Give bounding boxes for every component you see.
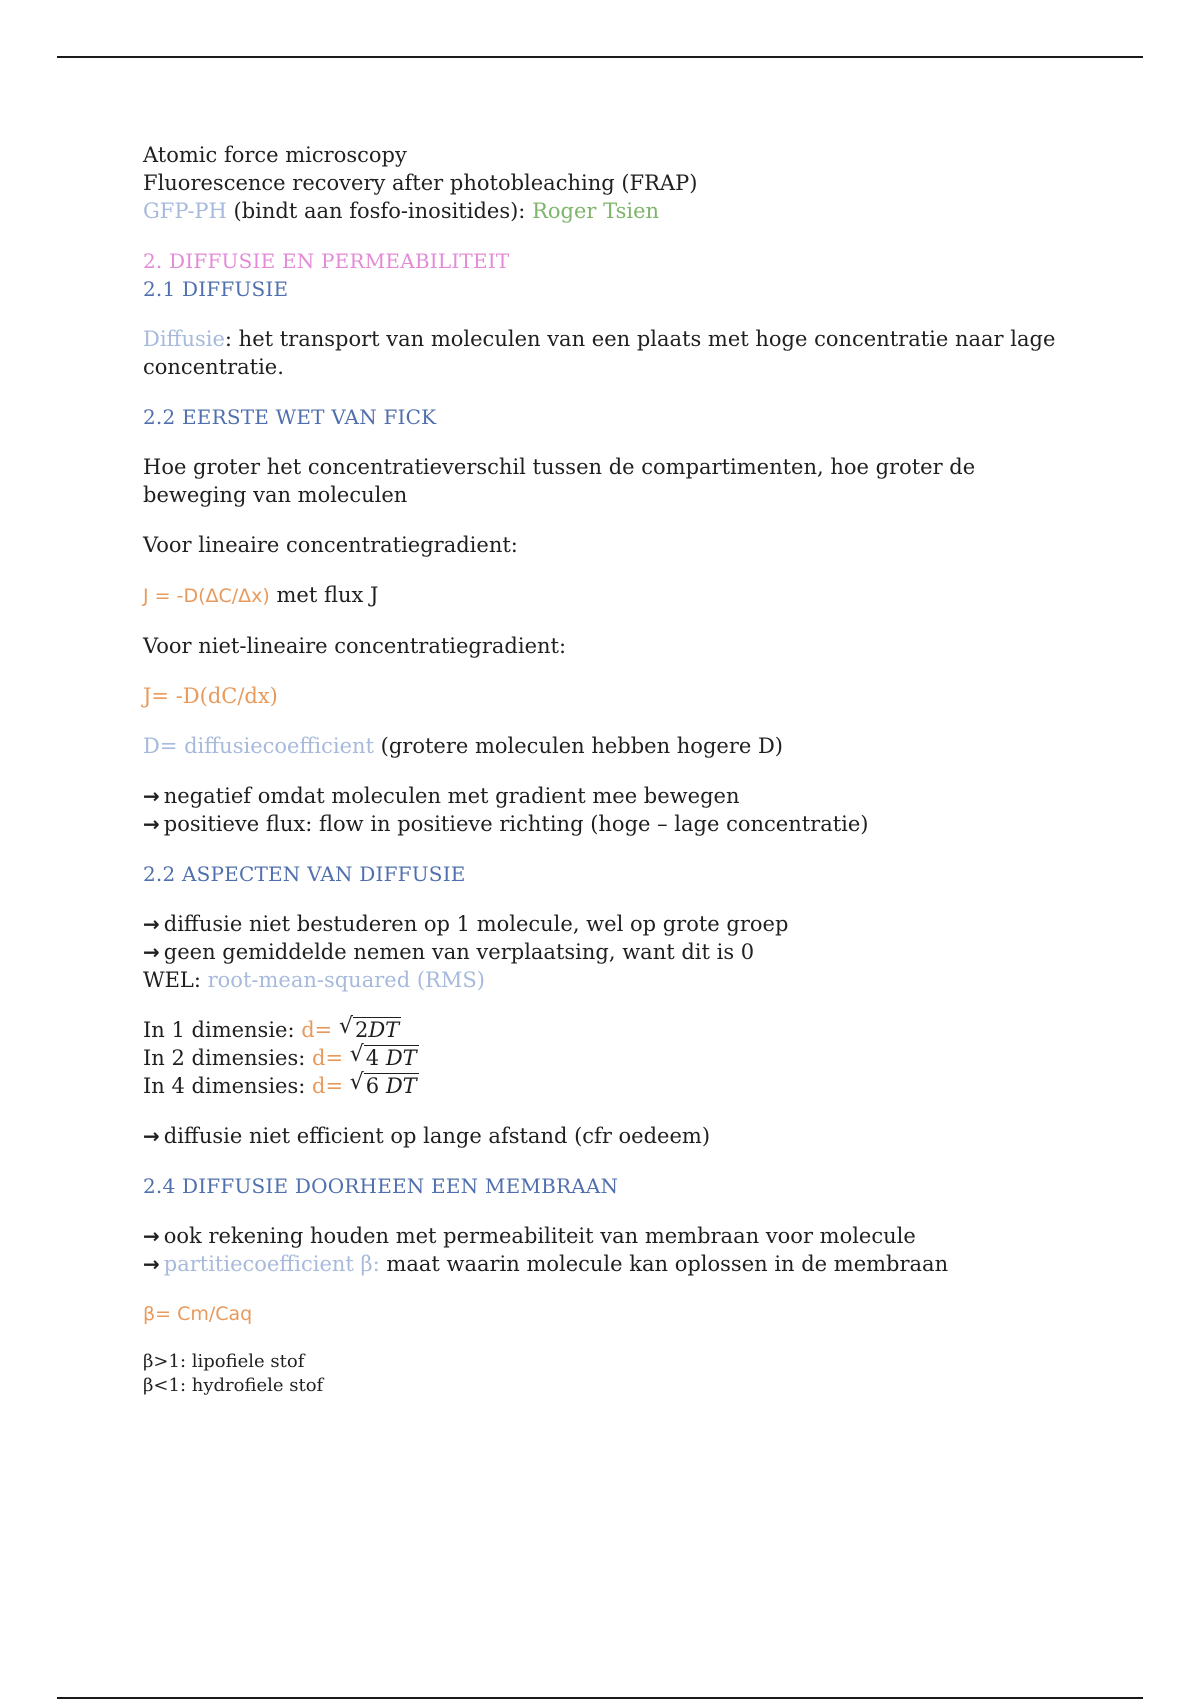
dimension-label: In 4 dimensies:: [143, 1074, 313, 1098]
rms-4-dimensions: [143, 1072, 1083, 1100]
arrow-right-icon: →: [143, 1224, 160, 1248]
rms-2-dimensions: [143, 1044, 1083, 1072]
sqrt-expression: [339, 1016, 401, 1044]
d-note: (grotere moleculen hebben hogere D): [373, 734, 783, 758]
nonlinear-label: Voor niet-lineaire concentratiegradient:: [143, 634, 567, 658]
subsection-heading-2-4: 2.4 DIFFUSIE DOORHEEN EEN MEMBRAAN: [143, 1174, 619, 1198]
arrow-right-icon: →: [143, 940, 160, 964]
wel-label: WEL:: [143, 968, 208, 992]
arrow-line-efficient: [143, 1122, 1083, 1150]
sqrt-radical-icon: √: [349, 1070, 364, 1095]
diffusie-definition: [143, 325, 1083, 381]
sqrt-variable: DT: [368, 1018, 400, 1042]
arrow-text: diffusie niet bestuderen op 1 molecule, wel op grote groep: [163, 912, 789, 936]
dimension-label: In 2 dimensies:: [143, 1046, 313, 1070]
sqrt-radical-icon: √: [338, 1014, 353, 1039]
arrow-text: diffusie niet efficient op lange afstand (cfr oedeem): [163, 1124, 711, 1148]
formula-linear: J = -D(ΔC/Δx): [143, 585, 270, 607]
arrow-line-gemiddelde: [143, 938, 1083, 966]
sqrt-radical-icon: √: [349, 1042, 364, 1067]
gfp-person: Roger Tsien: [532, 199, 660, 223]
formula-beta: β= Cm/Caq: [143, 1303, 253, 1325]
rms-1-dimension: [143, 1016, 1083, 1044]
arrow-text: positieve flux: flow in positieve richting (hoge – lage concentratie): [163, 812, 869, 836]
arrow-line-molecule: [143, 910, 1083, 938]
intro-line-afm: Atomic force microscopy: [143, 143, 407, 167]
sqrt-coefficient: 2: [354, 1018, 369, 1042]
arrow-line-negatief: [143, 782, 1083, 810]
gfp-description: (bindt aan fosfo-inositides):: [226, 199, 533, 223]
header-rule: [57, 56, 1143, 58]
formula-nonlinear: J= -D(dC/dx): [143, 684, 278, 708]
sqrt-expression: [350, 1072, 419, 1100]
arrow-line-partitiecoefficient: [143, 1250, 1083, 1278]
sqrt-variable: DT: [385, 1046, 417, 1070]
arrow-line-positieve-flux: [143, 810, 1083, 838]
arrow-text: negatief omdat moleculen met gradient mee bewegen: [163, 784, 740, 808]
arrow-right-icon: →: [143, 912, 160, 936]
d-equals: d=: [312, 1074, 344, 1098]
arrow-text: geen gemiddelde nemen van verplaatsing, want dit is 0: [163, 940, 755, 964]
formula-linear-line: [143, 581, 1083, 610]
formula-linear-note: met flux J: [269, 583, 379, 607]
arrow-right-icon: →: [143, 1124, 160, 1148]
sqrt-expression: [350, 1044, 419, 1072]
diffusion-coefficient-line: [143, 732, 1083, 760]
subsection-heading-2-2-fick: 2.2 EERSTE WET VAN FICK: [143, 405, 437, 429]
rms-term: root-mean-squared (RMS): [207, 968, 485, 992]
diffusie-term: Diffusie: [143, 327, 225, 351]
fick-explanation: Hoe groter het concentratieverschil tussen de compartimenten, hoe groter de beweging van moleculen: [143, 455, 976, 507]
d-equals: d=: [312, 1046, 344, 1070]
arrow-line-permeabiliteit: [143, 1222, 1083, 1250]
dimension-label: In 1 dimensie:: [143, 1018, 302, 1042]
wel-rms-line: [143, 966, 1083, 994]
arrow-right-icon: →: [143, 784, 160, 808]
intro-line-frap: Fluorescence recovery after photobleaching (FRAP): [143, 171, 698, 195]
d-equals: d=: [301, 1018, 333, 1042]
arrow-text: ook rekening houden met permeabiliteit van membraan voor molecule: [163, 1224, 916, 1248]
sqrt-variable: DT: [385, 1074, 417, 1098]
d-term: D= diffusiecoefficient: [143, 734, 374, 758]
sqrt-coefficient: 4: [365, 1046, 380, 1070]
sqrt-coefficient: 6: [365, 1074, 380, 1098]
partitie-def: maat waarin molecule kan oplossen in de membraan: [379, 1252, 949, 1276]
footer-rule: [57, 1697, 1143, 1699]
subsection-heading-2-2-aspecten: 2.2 ASPECTEN VAN DIFFUSIE: [143, 862, 466, 886]
linear-label: Voor lineaire concentratiegradient:: [143, 533, 518, 557]
document-page: [143, 141, 1083, 1398]
subsection-heading-2-1: 2.1 DIFFUSIE: [143, 277, 289, 301]
gfp-term: GFP-PH: [143, 199, 227, 223]
partitie-term: partitiecoefficient β:: [163, 1252, 380, 1276]
section-heading-2: 2. DIFFUSIE EN PERMEABILITEIT: [143, 249, 510, 273]
beta-lipofiel: β>1: lipofiele stof: [143, 1351, 305, 1372]
arrow-right-icon: →: [143, 812, 160, 836]
arrow-right-icon: →: [143, 1252, 160, 1276]
intro-line-gfp: [143, 197, 1083, 225]
diffusie-def-text: : het transport van moleculen van een plaats met hoge concentratie naar lage concentratie.: [143, 327, 1056, 379]
beta-hydrofiel: β<1: hydrofiele stof: [143, 1375, 324, 1396]
